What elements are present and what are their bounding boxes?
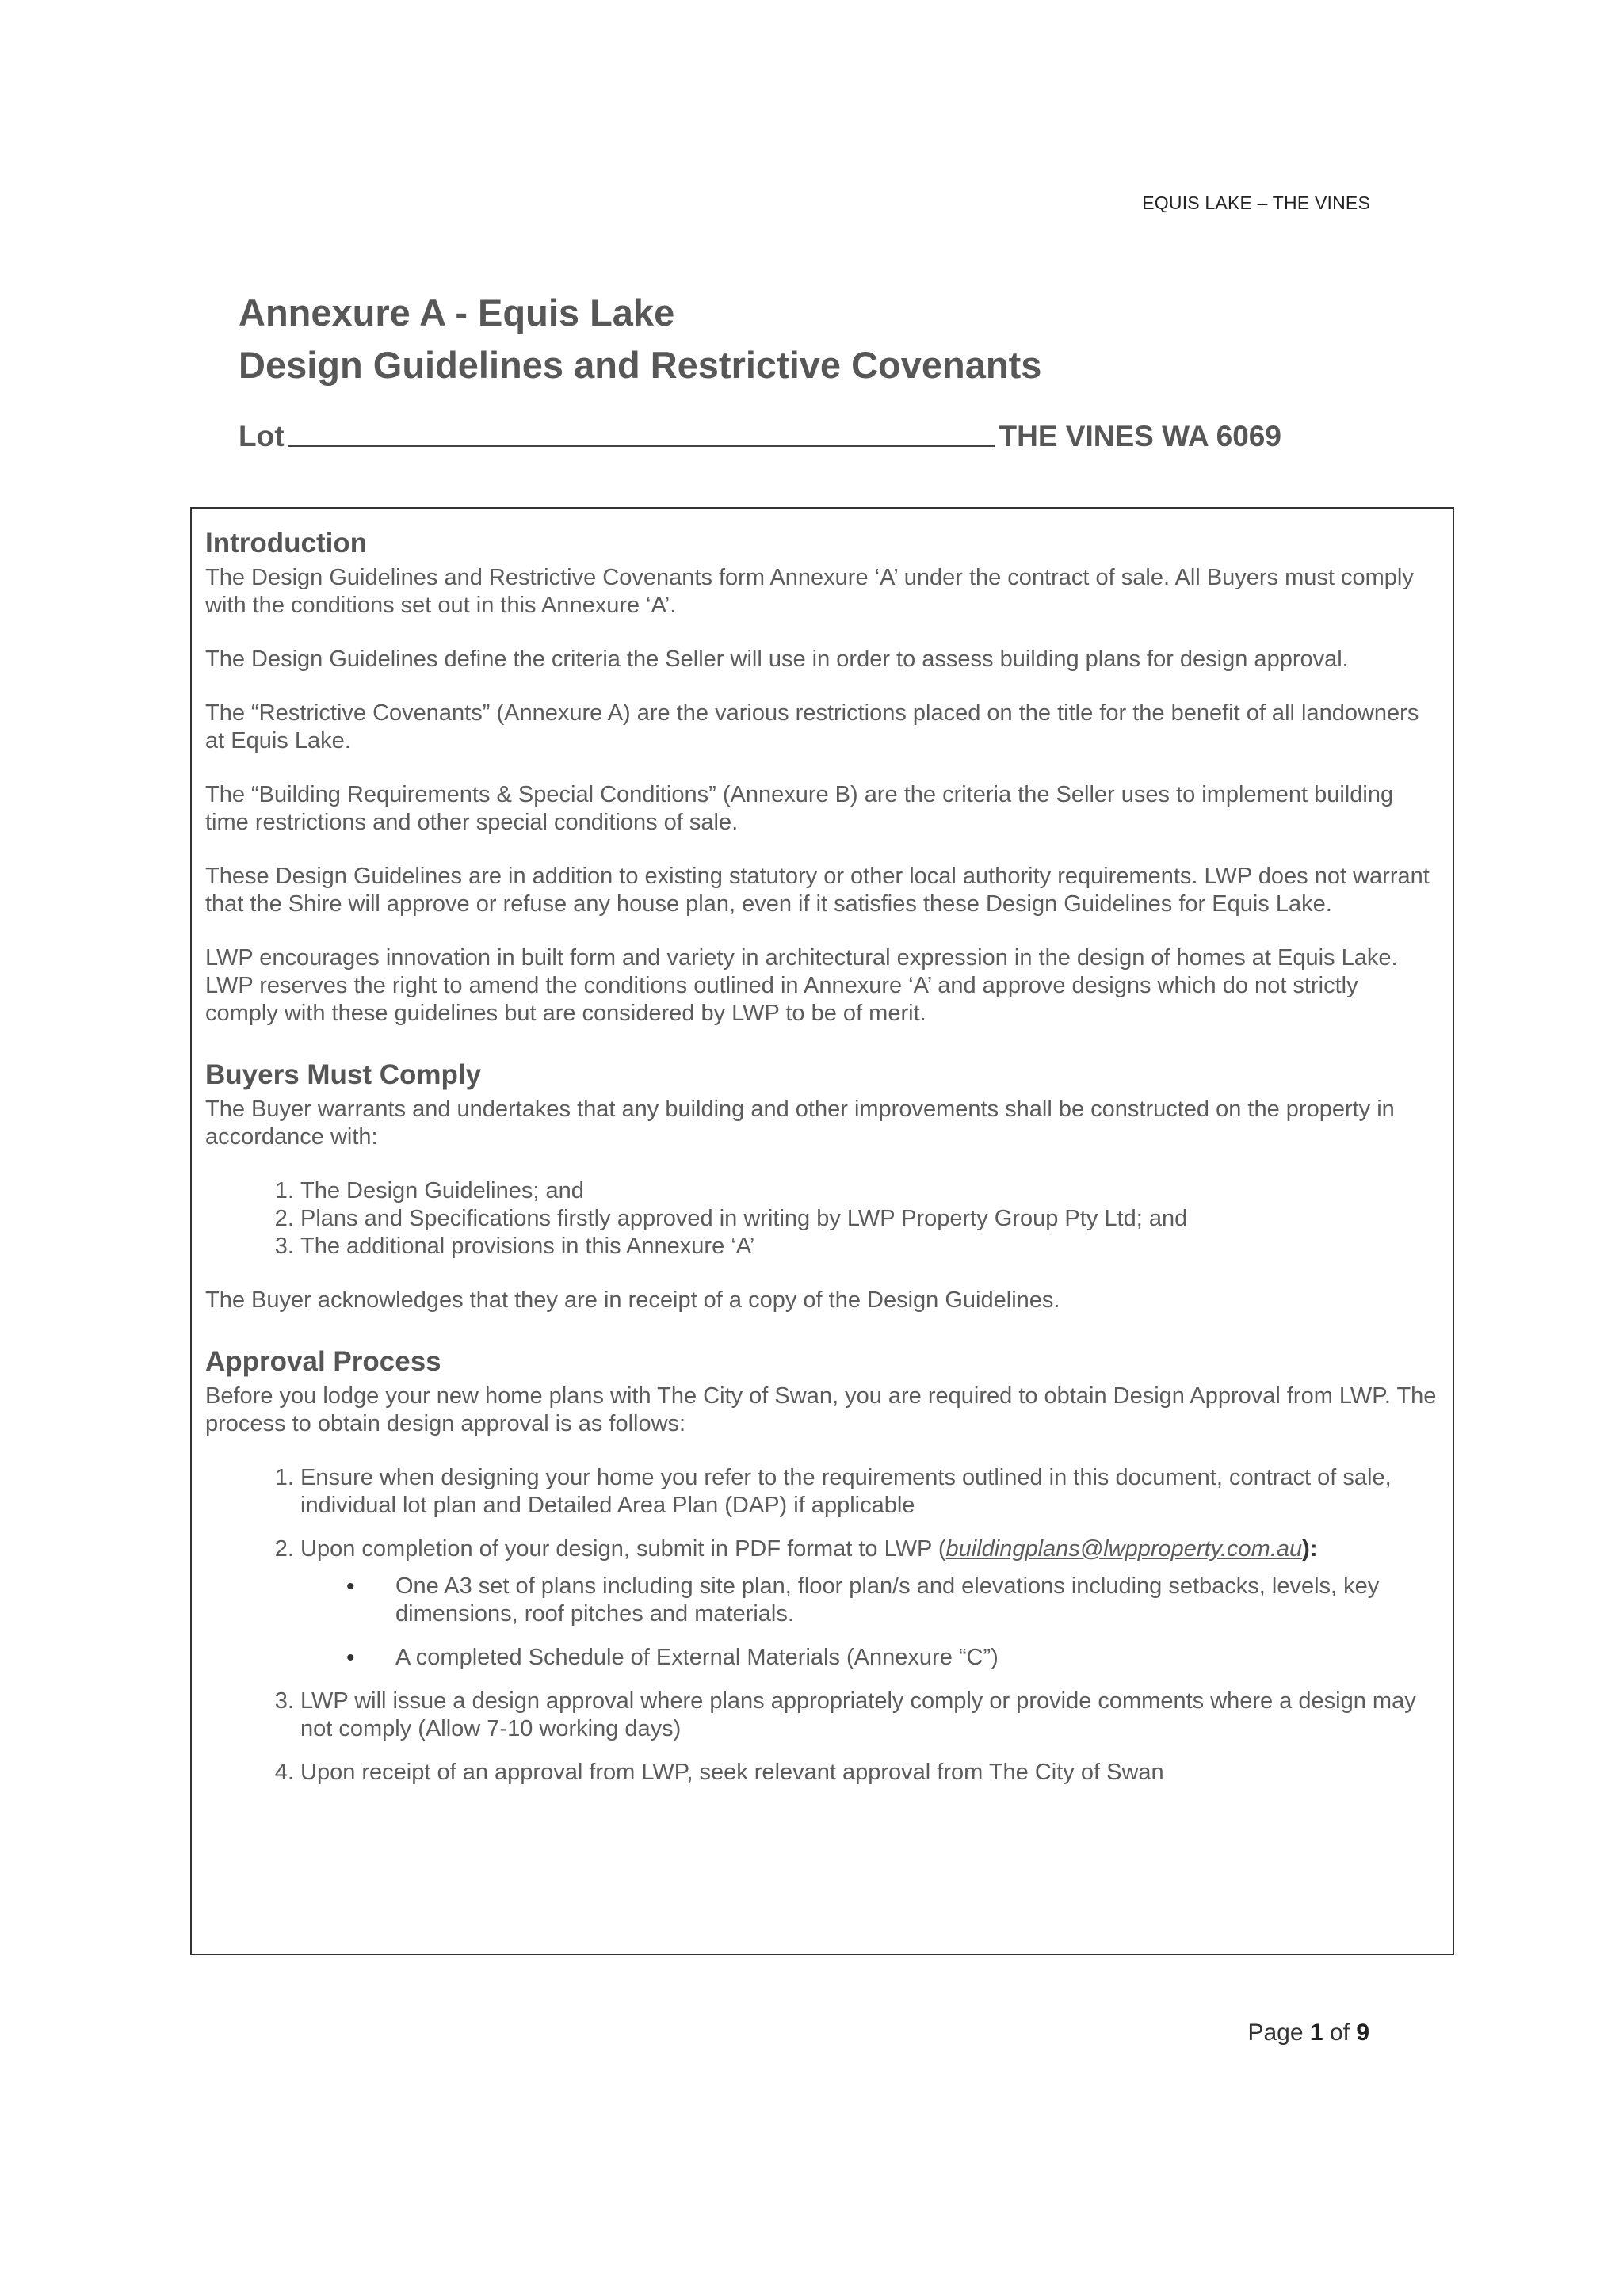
page-of-label: of xyxy=(1329,2019,1350,2046)
list-item: 3. The additional provisions in this Annexure ‘A’ xyxy=(300,1233,1437,1261)
page-number xyxy=(1247,2019,1369,2046)
step2-prefix: Upon completion of your design, submit in PDF format to LWP ( xyxy=(300,1536,946,1562)
lot-line xyxy=(239,420,1281,453)
intro-paragraph: LWP encourages innovation in built form and variety in architectural expression in the design of homes at Equis Lake. LWP reserves the right to amend the conditions outlined in Annexure ‘A’ and approve designs which do not strictly comply with these guidelines but are considered by LWP to be of merit. xyxy=(205,945,1398,1026)
email-link[interactable]: buildingplans@lwpproperty.com.au xyxy=(945,1536,1303,1562)
approval-heading: Approval Process xyxy=(205,1346,441,1377)
introduction-heading: Introduction xyxy=(205,528,368,559)
list-item: • A completed Schedule of External Materials (Annexure “C”) xyxy=(395,1644,1437,1672)
title-line-1: Annexure A - Equis Lake xyxy=(239,292,675,334)
lot-suburb: THE VINES WA 6069 xyxy=(999,420,1281,452)
intro-paragraph: These Design Guidelines are in addition to existing statutory or other local authority requirements. LWP does not warrant that the Shire will approve or refuse any house plan, even if it satisfies these Design Guidelines for Equis Lake. xyxy=(205,864,1430,917)
running-header: EQUIS LAKE – THE VINES xyxy=(1142,193,1370,213)
list-item: 2. Plans and Specifications firstly approved in writing by LWP Property Group Pty Ltd; and xyxy=(300,1205,1437,1233)
approval-step-2 xyxy=(300,1535,1437,1672)
content-box xyxy=(190,507,1454,1955)
step2-bullets xyxy=(300,1573,1437,1672)
title-line-2: Design Guidelines and Restrictive Covenants xyxy=(239,344,1042,386)
approval-step-1: 1. Ensure when designing your home you refer to the requirements outlined in this document, contract of sale, individual lot plan and Detailed Area Plan (DAP) if applicable xyxy=(300,1464,1437,1520)
buyers-heading: Buyers Must Comply xyxy=(205,1059,482,1090)
page-label: Page xyxy=(1247,2019,1304,2046)
approval-step-4: 4. Upon receipt of an approval from LWP, seek relevant approval from The City of Swan xyxy=(300,1759,1437,1787)
approval-step-3: 3. LWP will issue a design approval where plans appropriately comply or provide comments where a design may not comply (Allow 7-10 working days) xyxy=(300,1688,1437,1743)
buyers-intro: The Buyer warrants and undertakes that any building and other improvements shall be constructed on the property in accordance with: xyxy=(205,1097,1395,1150)
intro-paragraph: The “Restrictive Covenants” (Annexure A) are the various restrictions placed on the title for the benefit of all landowners at Equis Lake. xyxy=(205,700,1419,753)
intro-paragraph: The “Building Requirements & Special Conditions” (Annexure B) are the criteria the Seller uses to implement building time restrictions and other special conditions of sale. xyxy=(205,782,1394,835)
intro-paragraph: The Design Guidelines define the criteria the Seller will use in order to assess building plans for design approval. xyxy=(205,646,1349,672)
buyers-closing: The Buyer acknowledges that they are in receipt of a copy of the Design Guidelines. xyxy=(205,1287,1060,1313)
page-current: 1 xyxy=(1309,2019,1323,2046)
step2-suffix: ): xyxy=(1302,1536,1318,1562)
buyers-list xyxy=(205,1177,1437,1261)
lot-label: Lot xyxy=(239,420,285,452)
title-block xyxy=(239,287,1041,391)
lot-number-blank xyxy=(288,444,995,447)
list-item: 1. The Design Guidelines; and xyxy=(300,1177,1437,1205)
intro-paragraph: The Design Guidelines and Restrictive Covenants form Annexure ‘A’ under the contract of sale. All Buyers must comply with the conditions set out in this Annexure ‘A’. xyxy=(205,565,1414,618)
page-total: 9 xyxy=(1356,2019,1369,2046)
approval-steps xyxy=(205,1464,1437,1787)
list-item: • One A3 set of plans including site plan, floor plan/s and elevations including setbacks, levels, key dimensions, roof pitches and materials. xyxy=(395,1573,1437,1628)
approval-intro: Before you lodge your new home plans with The City of Swan, you are required to obtain Design Approval from LWP. The process to obtain design approval is as follows: xyxy=(205,1383,1437,1436)
